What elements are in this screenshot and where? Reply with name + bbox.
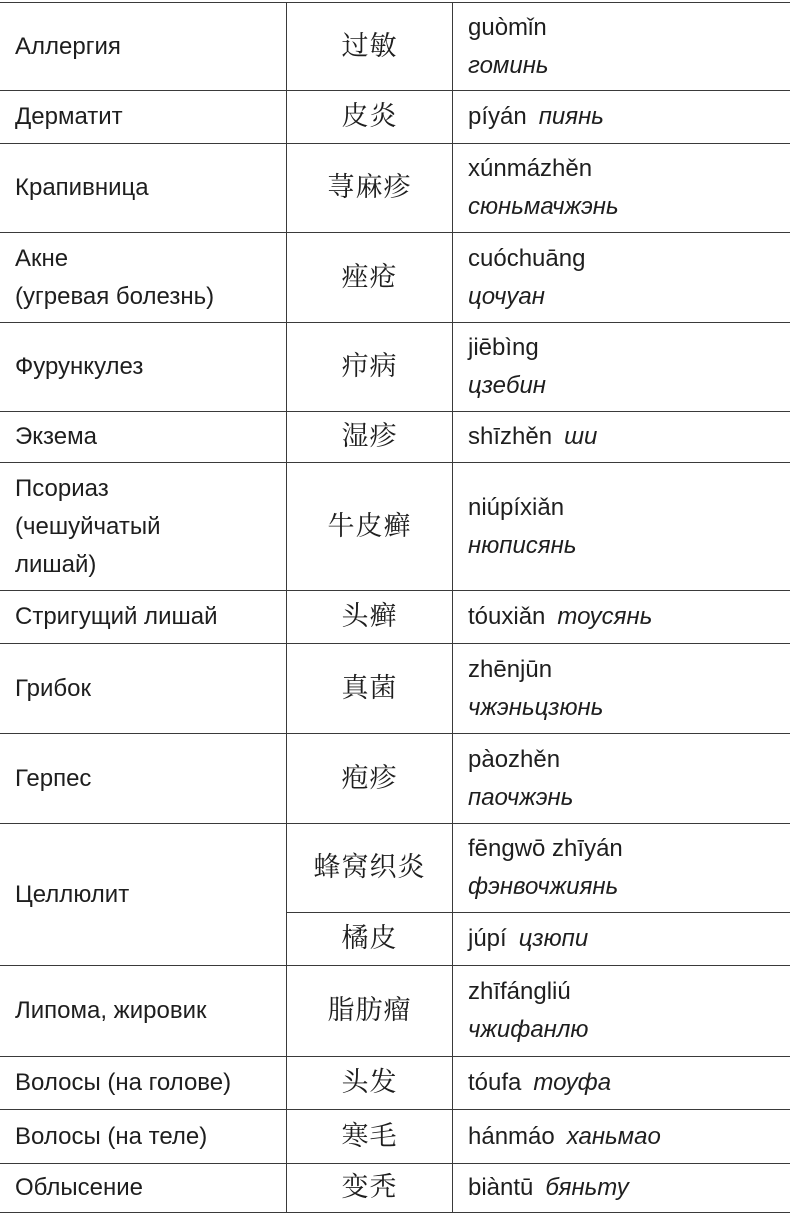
- russian-transliteration: чжэньцзюнь: [468, 693, 604, 721]
- pinyin-cell: [453, 824, 790, 913]
- chinese-term-cell: 橘皮: [287, 913, 453, 966]
- pinyin-cell: [453, 463, 790, 591]
- pinyin-text: hánmáo: [468, 1122, 555, 1150]
- chinese-term-cell: 荨麻疹: [287, 144, 453, 233]
- russian-term-cell: Грибок: [0, 644, 287, 734]
- pinyin-text: guòmǐn: [468, 13, 547, 41]
- pinyin-cell: [453, 1110, 790, 1164]
- russian-term-cell: Крапивница: [0, 144, 287, 233]
- pinyin-text: shīzhěn: [468, 423, 553, 450]
- table-row: [0, 1110, 790, 1164]
- russian-term-cell: Герпес: [0, 734, 287, 824]
- skin-terms-table: [0, 2, 790, 1213]
- table-row: [0, 824, 790, 913]
- table-row: [0, 966, 790, 1057]
- table-row: [0, 734, 790, 824]
- pinyin-cell: [453, 966, 790, 1057]
- russian-transliteration: ши: [564, 423, 598, 450]
- table-row: [0, 1057, 790, 1110]
- pinyin-text: cuóchuāng: [468, 244, 586, 272]
- table-row: [0, 91, 790, 144]
- chinese-term-cell: 头癣: [287, 591, 453, 644]
- russian-transliteration: фэнвочжиянь: [468, 873, 619, 900]
- chinese-term-cell: 疱疹: [287, 734, 453, 824]
- russian-term-cell: Акне (угревая болезнь): [0, 233, 287, 323]
- russian-transliteration: нюписянь: [468, 531, 577, 559]
- pinyin-text: niúpíxiǎn: [468, 493, 565, 521]
- pinyin-text: pàozhěn: [468, 745, 561, 773]
- pinyin-cell: [453, 591, 790, 644]
- chinese-term-cell: 脂肪瘤: [287, 966, 453, 1057]
- pinyin-text: tóuxiǎn: [468, 603, 546, 630]
- pinyin-cell: [453, 644, 790, 734]
- russian-transliteration: цочуан: [468, 282, 545, 310]
- pinyin-text: tóufa: [468, 1069, 522, 1096]
- russian-term-cell: Экзема: [0, 412, 287, 463]
- chinese-term-cell: 牛皮癣: [287, 463, 453, 591]
- russian-term-cell: Волосы (на теле): [0, 1110, 287, 1164]
- chinese-term-cell: 蜂窝织炎: [287, 824, 453, 913]
- russian-term-cell: Фурункулез: [0, 323, 287, 412]
- russian-transliteration: цзюпи: [518, 925, 589, 952]
- chinese-term-cell: 头发: [287, 1057, 453, 1110]
- pinyin-cell: [453, 1164, 790, 1213]
- chinese-term-cell: 湿疹: [287, 412, 453, 463]
- pinyin-text: zhīfángliú: [468, 978, 571, 1005]
- russian-transliteration: пиянь: [538, 103, 604, 130]
- russian-transliteration: ханьмао: [566, 1122, 661, 1150]
- pinyin-text: jiēbìng: [468, 334, 539, 361]
- table-row: [0, 591, 790, 644]
- table-row: [0, 644, 790, 734]
- chinese-term-cell: 痤疮: [287, 233, 453, 323]
- pinyin-cell: [453, 233, 790, 323]
- russian-term-cell: Целлюлит: [0, 824, 287, 966]
- table-row: [0, 1164, 790, 1213]
- russian-term-cell: Липома, жировик: [0, 966, 287, 1057]
- chinese-term-cell: 疖病: [287, 323, 453, 412]
- russian-transliteration: паочжэнь: [468, 783, 574, 811]
- pinyin-text: biàntū: [468, 1174, 534, 1201]
- chinese-term-cell: 皮炎: [287, 91, 453, 144]
- table-row: [0, 412, 790, 463]
- russian-transliteration: гоминь: [468, 51, 549, 79]
- table-row: [0, 144, 790, 233]
- pinyin-text: píyán: [468, 103, 527, 130]
- pinyin-cell: [453, 144, 790, 233]
- russian-transliteration: бяньту: [545, 1174, 629, 1201]
- pinyin-text: xúnmázhěn: [468, 155, 593, 182]
- table-row: [0, 233, 790, 323]
- russian-transliteration: цзебин: [468, 372, 547, 399]
- russian-transliteration: тоусянь: [557, 603, 653, 630]
- russian-transliteration: чжифанлю: [468, 1016, 589, 1043]
- russian-term-cell: Аллергия: [0, 3, 287, 91]
- table-row: [0, 3, 790, 91]
- pinyin-text: fēngwō zhīyán: [468, 835, 623, 862]
- pinyin-cell: [453, 734, 790, 824]
- pinyin-text: zhēnjūn: [468, 655, 553, 683]
- russian-transliteration: тоуфа: [533, 1069, 612, 1096]
- russian-term-cell: Облысение: [0, 1164, 287, 1213]
- pinyin-text: júpí: [468, 925, 507, 952]
- table-body: [0, 3, 790, 1213]
- pinyin-cell: [453, 3, 790, 91]
- russian-term-cell: Псориаз (чешуйчатый лишай): [0, 463, 287, 591]
- pinyin-cell: [453, 913, 790, 966]
- pinyin-cell: [453, 323, 790, 412]
- russian-transliteration: сюньмачжэнь: [468, 193, 619, 220]
- chinese-term-cell: 过敏: [287, 3, 453, 91]
- pinyin-cell: [453, 91, 790, 144]
- table-row: [0, 463, 790, 591]
- russian-term-cell: Волосы (на голове): [0, 1057, 287, 1110]
- chinese-term-cell: 变秃: [287, 1164, 453, 1213]
- chinese-term-cell: 寒毛: [287, 1110, 453, 1164]
- pinyin-cell: [453, 412, 790, 463]
- russian-term-cell: Стригущий лишай: [0, 591, 287, 644]
- chinese-term-cell: 真菌: [287, 644, 453, 734]
- pinyin-cell: [453, 1057, 790, 1110]
- table-row: [0, 323, 790, 412]
- russian-term-cell: Дерматит: [0, 91, 287, 144]
